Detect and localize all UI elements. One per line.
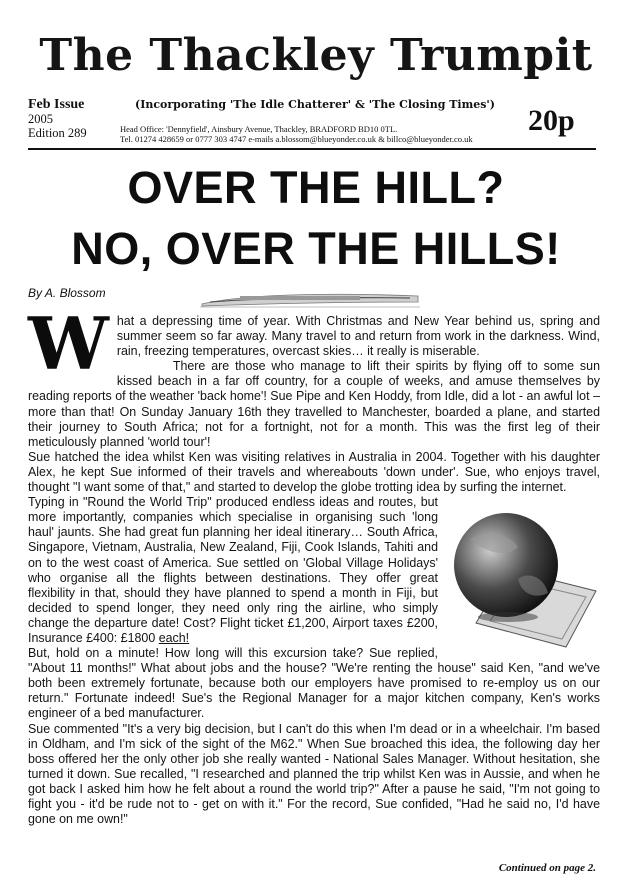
issue-info <box>28 98 87 140</box>
paragraph-3 <box>28 450 600 495</box>
masthead-divider <box>28 148 596 150</box>
issue-month: Feb Issue <box>28 97 85 112</box>
byline: By A. Blossom <box>28 286 106 300</box>
headline-line-2: NO, OVER THE HILLS! <box>71 223 561 274</box>
train-illustration <box>200 287 420 309</box>
incorporating-line: (Incorporating 'The Idle Chatterer' & 'The Closing Times') <box>134 98 496 111</box>
headline-line-1: OVER THE HILL? <box>127 162 505 213</box>
article-body <box>28 301 600 827</box>
paragraph-4-emphasis: each! <box>158 630 190 645</box>
continued-note: Continued on page 2. <box>498 862 596 874</box>
office-address <box>120 124 473 144</box>
masthead-title: The Thackley Trumpit <box>39 30 593 81</box>
issue-edition: Edition 289 <box>28 126 87 140</box>
globe-illustration <box>448 499 600 649</box>
paragraph-2: There are those who manage to lift their spirits by flying off to some sun kissed beach in a far off country, for a couple of weeks, and amuse themselves by reading reports of the weather 'back home'! Sue Pipe and Ken Hoddy, from Idle, did a lot - an awful lot – more than that! On Sunday January 16th they travelled to Manchester, boarded a plane, and started their journey to South Africa; not for a fortnight, not for a month. This was the first leg of their meticulously planned 'world tour'! <box>28 359 600 449</box>
issue-year: 2005 <box>28 112 53 126</box>
price: 20p <box>528 104 575 137</box>
paragraph-5: But, hold on a minute! How long will this excursion take? Sue replied, "About 11 months!" What about jobs and the house? "We're renting the house" said Ken, "and we've both been extremely fortunate, because both our employers have promised to re-employ us on our return." Fortunate indeed! Sue's the Regional Manager for a major kitchen company, Ken's works engineer of a bed manufacturer. <box>28 646 600 721</box>
paragraph-1: hat a depressing time of year. With Christmas and New Year behind us, spring and summer seem so far away. Many travel to and return from work in the darkness. Wind, rain, freezing temperatures, overcast skies… it really is miserable. <box>116 314 600 359</box>
office-line-2: Tel. 01274 428659 or 0777 303 4747 e-mails a.blossom@blueyonder.co.uk & billco@blueyonder.co.uk <box>120 134 473 144</box>
paragraph-3-text: Sue hatched the idea whilst Ken was visiting relatives in Australia in 2004. Together with his daughter Alex, he kept Sue informed of their travels and whereabouts 'down under'. Sue, who enjoys travel, thought "I want some of that," and started to develop the globe trotting idea by surfing the internet. <box>28 449 600 495</box>
office-line-1: Head Office: 'Dennyfield', Ainsbury Avenue, Thackley, BRADFORD BD10 0TL. <box>120 124 398 134</box>
drop-cap: W <box>28 301 109 386</box>
paragraph-6: Sue commented "It's a very big decision, but I can't do this when I'm dead or in a wheelchair. I'm based in Oldham, and I'm sick of the sight of the M62." When Sue broached this idea, the following day her boss offered her the only other job she really wanted - National Sales Manager. Without hesitation, she turned it down. Sue recalled, "I researched and planned the trip whilst Ken was in Aussie, and when he got back I asked him how he felt about a round the world trip?" After a pause he said, "I'm not going to fight you - it'd be rude not to - get on with it." For the record, Sue confided, "Had he said no, I'd have gone on me own!" <box>28 721 600 827</box>
paragraph-4-text: Typing in "Round the World Trip" produced endless ideas and routes, but more importantly, companies which specialise in organising such 'long haul' jaunts. She had great fun planning her ideal itinerary… South Africa, Singapore, Vietnam, Australia, New Zealand, Fiji, Cook Islands, Tahiti and on to the west coast of America. Sue settled on 'Global Village Holidays' who organise all the flights between destinations. They offer great flexibility in that, should they have planned to spend a month in Fiji, but decided to spend longer, they need only ring the airline, who simply change the departure date! Cost? Flight ticket £1,200, Airport taxes £200, Insurance £400: £1800 <box>28 495 438 645</box>
